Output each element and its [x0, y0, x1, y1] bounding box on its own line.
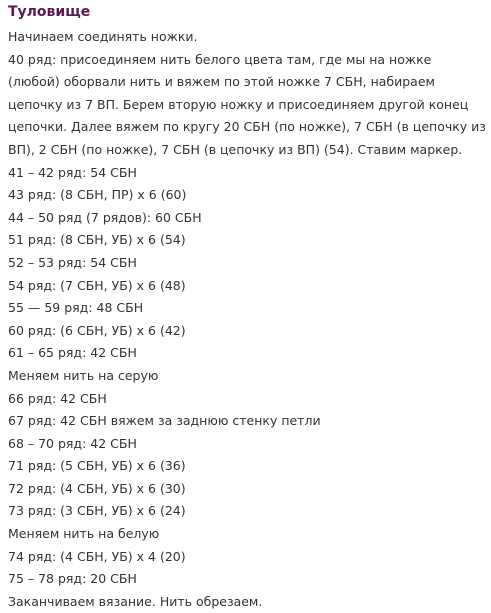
instruction-list — [8, 26, 486, 613]
instruction-line: 54 ряд: (7 СБН, УБ) х 6 (48) — [8, 277, 186, 293]
instruction-line: Заканчиваем вязание. Нить обрезаем. — [8, 593, 263, 609]
instruction-line: Меняем нить на серую — [8, 367, 159, 383]
instruction-line: 60 ряд: (6 СБН, УБ) х 6 (42) — [8, 322, 186, 338]
instruction-line: 72 ряд: (4 СБН, УБ) х 6 (30) — [8, 480, 186, 496]
instruction-line: 40 ряд: присоединяем нить белого цвета там, где мы на ножке (любой) оборвали нить и вяжем по этой ножке 7 СБН, набираем цепочку из 7 ВП. Берем вторую ножку и присоединяем другой конец цепочки. Далее вяжем по кругу 20 СБН (по ножке), 7 СБН (в цепочку из ВП), 2 СБН (по ножке), 7 СБН (в цепочку из ВП) (54). Ставим маркер. — [8, 51, 486, 157]
instruction-line: 66 ряд: 42 СБН — [8, 390, 107, 406]
instruction-line: Начинаем соединять ножки. — [8, 29, 198, 44]
instruction-line: 55 — 59 ряд: 48 СБН — [8, 300, 144, 316]
section-title: Туловище — [8, 4, 91, 20]
instruction-line: 61 – 65 ряд: 42 СБН — [8, 345, 137, 361]
instruction-line: 41 – 42 ряд: 54 СБН — [8, 164, 137, 180]
instruction-line: 43 ряд: (8 СБН, ПР) х 6 (60) — [8, 187, 187, 203]
instruction-line: 71 ряд: (5 СБН, УБ) х 6 (36) — [8, 458, 186, 474]
instruction-line: Меняем нить на белую — [8, 526, 160, 542]
instruction-line: 73 ряд: (3 СБН, УБ) х 6 (24) — [8, 503, 186, 519]
instruction-line: 52 – 53 ряд: 54 СБН — [8, 254, 137, 270]
document — [8, 4, 486, 613]
instruction-line: 68 – 70 ряд: 42 СБН — [8, 435, 137, 451]
instruction-line: 44 – 50 ряд (7 рядов): 60 СБН — [8, 209, 202, 225]
instruction-line: 67 ряд: 42 СБН вяжем за заднюю стенку петли — [8, 413, 321, 429]
instruction-line: 51 ряд: (8 СБН, УБ) х 6 (54) — [8, 232, 186, 248]
instruction-line: 75 – 78 ряд: 20 СБН — [8, 571, 137, 587]
instruction-line: 74 ряд: (4 СБН, УБ) х 4 (20) — [8, 548, 186, 564]
